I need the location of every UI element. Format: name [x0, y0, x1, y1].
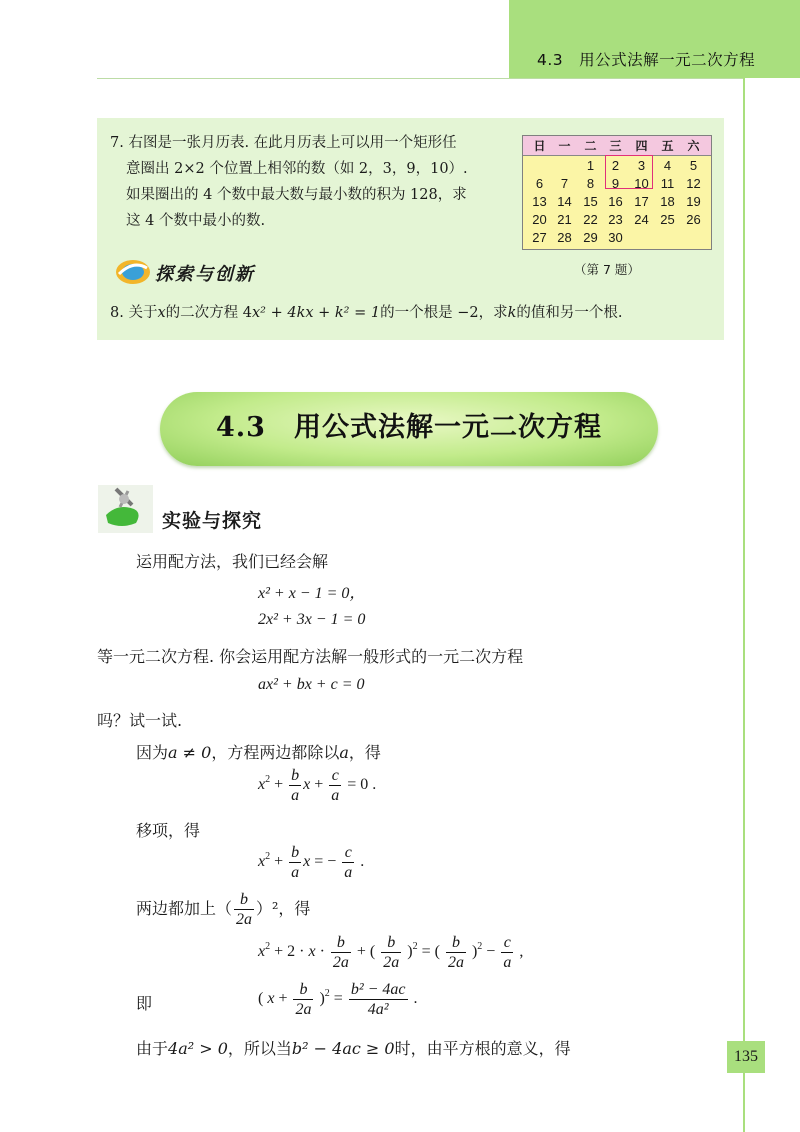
calendar-day: 24 — [634, 212, 649, 227]
calendar-day: 5 — [689, 158, 698, 173]
fraction: $\frac{\text{b² − 4ac}}{\text{4a²}}$ — [350, 981, 406, 1018]
calendar-day: 20 — [532, 212, 547, 227]
calendar-day: 10 — [634, 176, 649, 191]
equation-text: 2x² + 3x − 1 = 0 — [258, 611, 366, 628]
equation-text: ax² + bx + c = 0 — [258, 676, 365, 693]
fraction: $\frac{b}{2a}$ — [236, 891, 253, 928]
calendar-day: 3 — [637, 158, 646, 173]
fraction: $\frac{c}{a}$ — [331, 767, 340, 804]
equation-text: x² + x − 1 = 0， — [258, 585, 366, 602]
calendar-day: 11 — [660, 176, 675, 191]
calendar-day: 28 — [557, 230, 572, 245]
exercise-8-text: 的一个根是 −2，求 — [380, 305, 508, 321]
calendar-day: 4 — [663, 158, 672, 173]
paragraph: 移项，得 — [136, 821, 201, 840]
equation: $x^2$ + $\frac{b}{a}$ x + $\frac{c}{a}$ = 0 . — [258, 767, 377, 804]
paragraph-text: ，得 — [348, 743, 381, 762]
paragraph — [136, 890, 310, 929]
paragraph-text: 因为 — [136, 743, 169, 762]
exercise-8-text: 的值和另一个根. — [516, 305, 623, 321]
experiment-title: 实验与探究 — [162, 510, 263, 532]
section-banner-title: 4.3 用公式法解一元二次方程 — [216, 412, 602, 443]
calendar-day: 2 — [611, 158, 620, 173]
paragraph-text: 由于 — [136, 1039, 169, 1058]
calendar-day: 16 — [608, 194, 623, 209]
calendar-weekday: 日 — [533, 139, 546, 153]
calendar-day: 15 — [583, 194, 598, 209]
calendar-weekday: 四 — [635, 139, 648, 153]
equation: $x^2 + 2 \cdot x$ · $\frac{b}{2a}$ + ( $\frac{b}{2a}$ )$^2$ = ( $\frac{b}{2a}$ )$^2$ − $\frac{c}{a}$ , — [258, 934, 524, 971]
calendar-day: 25 — [660, 212, 675, 227]
calendar-day: 21 — [557, 212, 572, 227]
fraction: $\frac{b}{2a}$ — [447, 934, 464, 971]
exercise-7 — [110, 130, 510, 234]
exercise-8-text: 的二次方程 4 — [165, 305, 252, 321]
equation — [258, 580, 365, 603]
paragraph — [136, 1036, 571, 1059]
calendar-day: 7 — [560, 176, 569, 191]
calendar-caption: （第 7 题） — [574, 262, 640, 277]
calendar-day: 27 — [532, 230, 547, 245]
calendar-day: 17 — [634, 194, 649, 209]
calendar-day: 12 — [686, 176, 701, 191]
exercise-7-line: 7. 右图是一张月历表. 在此月历表上可以用一个矩形任 — [110, 135, 457, 151]
exercise-8-text: 8. 关于 — [110, 305, 158, 321]
fraction: $\frac{b}{2a}$ — [332, 934, 349, 971]
exercise-7-line: 意圈出 2×2 个位置上相邻的数（如 2，3，9，10）. — [126, 161, 468, 177]
exercise-7-line: 这 4 个数中最小的数. — [126, 213, 266, 229]
calendar-weekday: 二 — [584, 139, 597, 153]
equation — [258, 611, 365, 629]
equation — [258, 676, 365, 694]
paragraph — [136, 740, 381, 763]
equation: ( x + $\frac{b}{2a}$ )$^2$ = $\frac{\text{b² − 4ac}}{\text{4a²}}$ . — [258, 981, 418, 1018]
page-number: 135 — [727, 1041, 765, 1073]
calendar-day: 9 — [611, 176, 620, 191]
calendar-weekday: 五 — [661, 139, 674, 153]
calendar-day: 26 — [686, 212, 701, 227]
calendar-weekday: 一 — [558, 139, 571, 153]
paragraph: 运用配方法，我们已经会解 — [136, 552, 329, 571]
experiment-icon — [98, 485, 153, 533]
calendar-weekday: 六 — [687, 139, 700, 153]
math-inline: a ≠ 0 — [168, 743, 212, 762]
paragraph: 吗？试一试. — [97, 711, 183, 730]
exercise-8 — [110, 301, 622, 322]
running-header: 4.3 用公式法解一元二次方程 — [537, 51, 756, 69]
equation: $x^2$ + $\frac{b}{a}$ x = − $\frac{c}{a}$ . — [258, 844, 365, 881]
calendar-day: 30 — [608, 230, 623, 245]
fraction: $\frac{b}{2a}$ — [383, 934, 400, 971]
calendar-day: 1 — [586, 158, 595, 173]
calendar-day: 14 — [557, 194, 572, 209]
calendar-day: 8 — [586, 176, 595, 191]
calendar-day: 6 — [535, 176, 544, 191]
calendar-day: 13 — [532, 194, 547, 209]
calendar-table — [522, 135, 712, 250]
calendar-weekday: 三 — [609, 139, 622, 153]
math-inline: b² − 4ac ≥ 0 — [291, 1039, 395, 1058]
math-inline: 4a² > 0 — [168, 1039, 228, 1058]
paragraph: 等一元二次方程. 你会运用配方法解一般形式的一元二次方程 — [97, 647, 524, 666]
explore-title: 探索与创新 — [155, 264, 255, 285]
exercise-8-eq: x² + 4kx + k² = 1 — [251, 305, 381, 321]
fraction: $\frac{b}{2a}$ — [295, 981, 312, 1018]
calendar-day: 29 — [583, 230, 598, 245]
fraction: $\frac{b}{a}$ — [291, 767, 300, 804]
margin-rule — [743, 78, 745, 1132]
fraction: $\frac{c}{a}$ — [503, 934, 512, 971]
paragraph: 即 — [136, 994, 153, 1013]
fraction: $\frac{b}{a}$ — [291, 844, 300, 881]
paragraph-text: ，方程两边都除以 — [211, 743, 340, 762]
calendar-day: 19 — [686, 194, 701, 209]
paragraph-text: ）²，得 — [256, 899, 311, 918]
header-rule — [97, 78, 745, 79]
exercise-7-line: 如果圈出的 4 个数中最大数与最小数的积为 128，求 — [126, 187, 467, 203]
explore-icon — [113, 254, 153, 288]
fraction: $\frac{c}{a}$ — [344, 844, 353, 881]
calendar-day: 23 — [608, 212, 623, 227]
calendar-day: 22 — [583, 212, 598, 227]
calendar-day: 18 — [660, 194, 675, 209]
exercise-8-var: x — [157, 305, 166, 321]
paragraph-text: ，所以当 — [227, 1039, 292, 1058]
exercise-8-var: k — [507, 305, 517, 321]
paragraph-text: 时，由平方根的意义，得 — [394, 1039, 571, 1058]
math-inline: a — [339, 743, 349, 762]
paragraph-text: 两边都加上（ — [136, 899, 233, 918]
calendar-selection-rectangle — [605, 155, 653, 189]
